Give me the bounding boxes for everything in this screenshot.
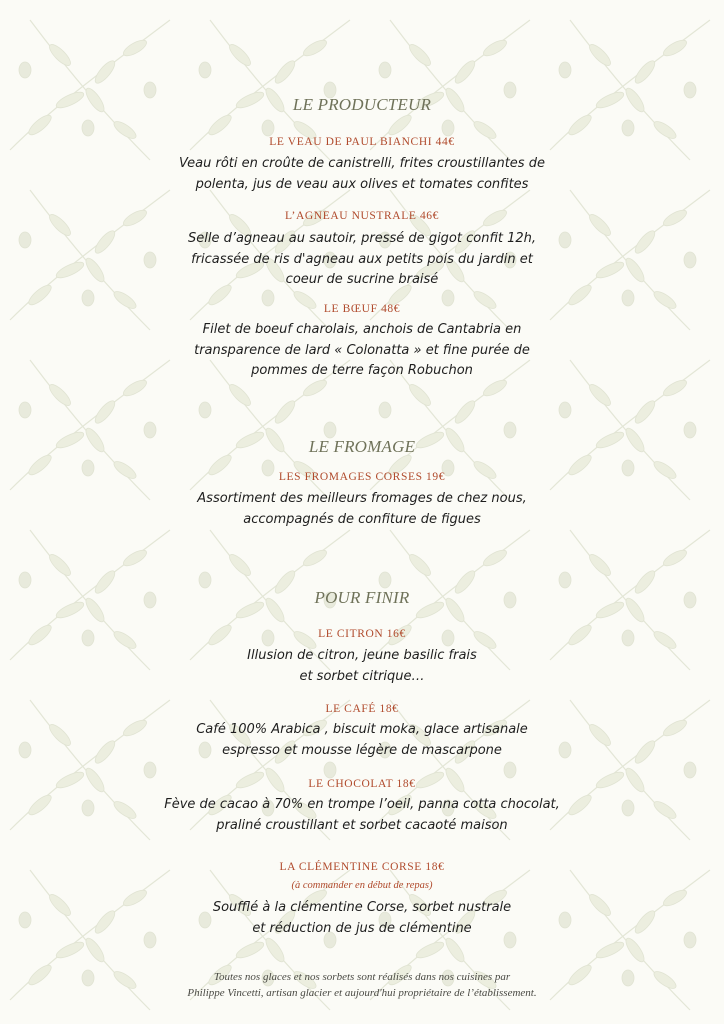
- dish-description-citron: [0, 646, 724, 687]
- footer-line: Toutes nos glaces et nos sorbets sont réalisés dans nos cuisines par: [213, 971, 511, 983]
- description-line: Illusion de citron, jeune basilic frais: [247, 648, 477, 663]
- description-line: accompagnés de confiture de figues: [243, 511, 481, 527]
- dish-price: 18€: [425, 861, 445, 873]
- dish-price: 19€: [426, 471, 446, 483]
- dish-price: 18€: [396, 778, 416, 790]
- description-line: espresso et mousse légère de mascarpone: [222, 742, 502, 758]
- dish-name: LE CAFÉ: [325, 703, 376, 715]
- dish-price: 44€: [435, 136, 455, 148]
- footer-note: [0, 970, 724, 1001]
- dish-title-citron: [0, 628, 724, 640]
- description-line: Veau rôti en croûte de canistrelli, frites croustillantes de: [179, 156, 545, 171]
- description-line: fricassée de ris d'agneau aux petits pois du jardin et: [191, 251, 533, 267]
- dish-price: 48€: [381, 303, 401, 315]
- dish-description-cafe: [0, 720, 724, 761]
- dish-name: LE CHOCOLAT: [308, 778, 394, 790]
- dish-note-clementine: (à commander en début de repas): [291, 880, 433, 891]
- dish-description-agneau: [0, 229, 724, 291]
- dish-title-veau: [0, 136, 724, 148]
- dish-title-fromages: [0, 471, 724, 483]
- section-title-producteur: LE PRODUCTEUR: [292, 95, 432, 114]
- description-line: coeur de sucrine braisé: [285, 272, 439, 287]
- description-line: Soufflé à la clémentine Corse, sorbet nustrale: [212, 900, 512, 915]
- dish-description-veau: [0, 154, 724, 195]
- dish-name: LES FROMAGES CORSES: [278, 471, 423, 483]
- dish-price: 16€: [386, 628, 406, 640]
- dish-description-clementine: [0, 898, 724, 939]
- description-line: Selle d’agneau au sautoir, pressé de gigot confit 12h,: [187, 231, 536, 246]
- dish-description-fromages: [0, 489, 724, 530]
- description-line: Filet de boeuf charolais, anchois de Cantabria en: [202, 322, 522, 337]
- dish-price: 18€: [379, 703, 399, 715]
- description-line: et réduction de jus de clémentine: [252, 920, 472, 936]
- dish-name: LE BŒUF: [323, 303, 378, 315]
- dish-title-clementine: [0, 861, 724, 873]
- description-line: et sorbet citrique…: [299, 668, 425, 684]
- dish-title-boeuf: [0, 303, 724, 315]
- dish-name: L’AGNEAU NUSTRALE: [284, 210, 417, 222]
- dish-name: LE VEAU DE PAUL BIANCHI: [269, 136, 433, 148]
- dish-name: LE CITRON: [318, 628, 384, 640]
- description-line: transparence de lard « Colonatta » et fine purée de: [194, 342, 530, 358]
- section-title-finir: POUR FINIR: [314, 588, 410, 607]
- dish-title-chocolat: [0, 778, 724, 790]
- dish-name: LA CLÉMENTINE CORSE: [279, 861, 422, 873]
- dish-title-cafe: [0, 703, 724, 715]
- dish-title-agneau: [0, 210, 724, 222]
- dish-price: 46€: [419, 210, 440, 222]
- description-line: Café 100% Arabica , biscuit moka, glace artisanale: [196, 722, 528, 737]
- description-line: polenta, jus de veau aux olives et tomates confites: [195, 176, 529, 192]
- footer-line: Philippe Vincetti, artisan glacier et aujourd'hui propriétaire de l’établissement.: [187, 986, 537, 999]
- description-line: praliné croustillant et sorbet cacaoté maison: [216, 817, 508, 833]
- dish-description-chocolat: [0, 795, 724, 836]
- description-line: Assortiment des meilleurs fromages de chez nous,: [197, 491, 527, 506]
- section-title-fromage: LE FROMAGE: [308, 437, 416, 456]
- description-line: pommes de terre façon Robuchon: [251, 363, 473, 378]
- dish-description-boeuf: [0, 320, 724, 382]
- description-line: Fève de cacao à 70% en trompe l’oeil, panna cotta chocolat,: [164, 797, 560, 812]
